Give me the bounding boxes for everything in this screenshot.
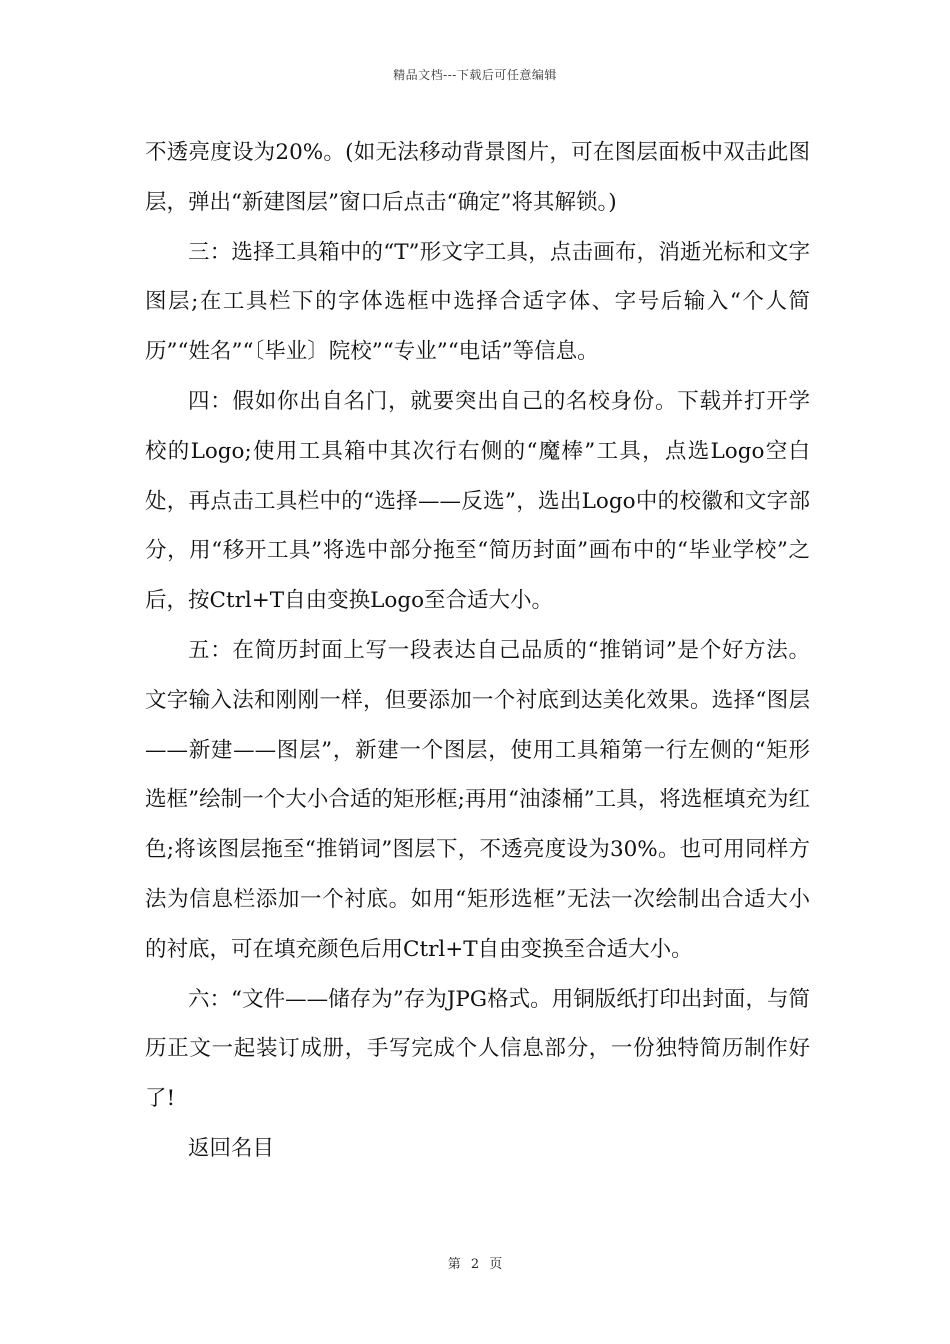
document-body (145, 128, 810, 1174)
paragraph-continued: 不透亮度设为20%。(如无法移动背景图片，可在图层面板中双击此图层，弹出“新建图层”窗口后点击“确定”将其解锁。) (145, 140, 810, 215)
back-to-contents-link[interactable]: 返回名目 (188, 1135, 275, 1161)
paragraph-step-five: 五：在简历封面上写一段表达自己品质的“推销词”是个好方法。文字输入法和刚刚一样，但要添加一个衬底到达美化效果。选择“图层——新建——图层”，新建一个图层，使用工具箱第一行左侧的“矩形选框”绘制一个大小合适的矩形框;再用“油漆桶”工具，将选框填充为红色;将该图层拖至“推销词”图层下，不透亮度设为30%。也可用同样方法为信息栏添加一个衬底。如用“矩形选框”无法一次绘制出合适大小的衬底，可在填充颜色后用Ctrl+T自由变换至合适大小。 (145, 637, 810, 962)
page-header: 精品文档---下载后可任意编辑 (393, 68, 557, 82)
page-prefix: 第 (447, 1257, 461, 1272)
page-footer (0, 1253, 950, 1272)
paragraph-step-six: 六：“文件——储存为”存为JPG格式。用铜版纸打印出封面，与简历正文一起装订成册，手写完成个人信息部分，一份独特简历制作好了! (145, 986, 810, 1112)
page-number: 2 (470, 1257, 480, 1272)
paragraph-step-three: 三：选择工具箱中的“T”形文字工具，点击画布，消逝光标和文字图层;在工具栏下的字体选框中选择合适字体、字号后输入“个人简历”“姓名”“〔毕业〕院校”“专业”“电话”等信息。 (145, 239, 810, 365)
page-suffix: 页 (489, 1257, 503, 1272)
paragraph-step-four: 四：假如你出自名门，就要突出自己的名校身份。下载并打开学校的Logo;使用工具箱中其次行右侧的“魔棒”工具，点选Logo空白处，再点击工具栏中的“选择——反选”，选出Logo中的校徽和文字部分，用“移开工具”将选中部分拖至“简历封面”画布中的“毕业学校”之后，按Ctrl+T自由变换Logo至合适大小。 (145, 388, 810, 614)
